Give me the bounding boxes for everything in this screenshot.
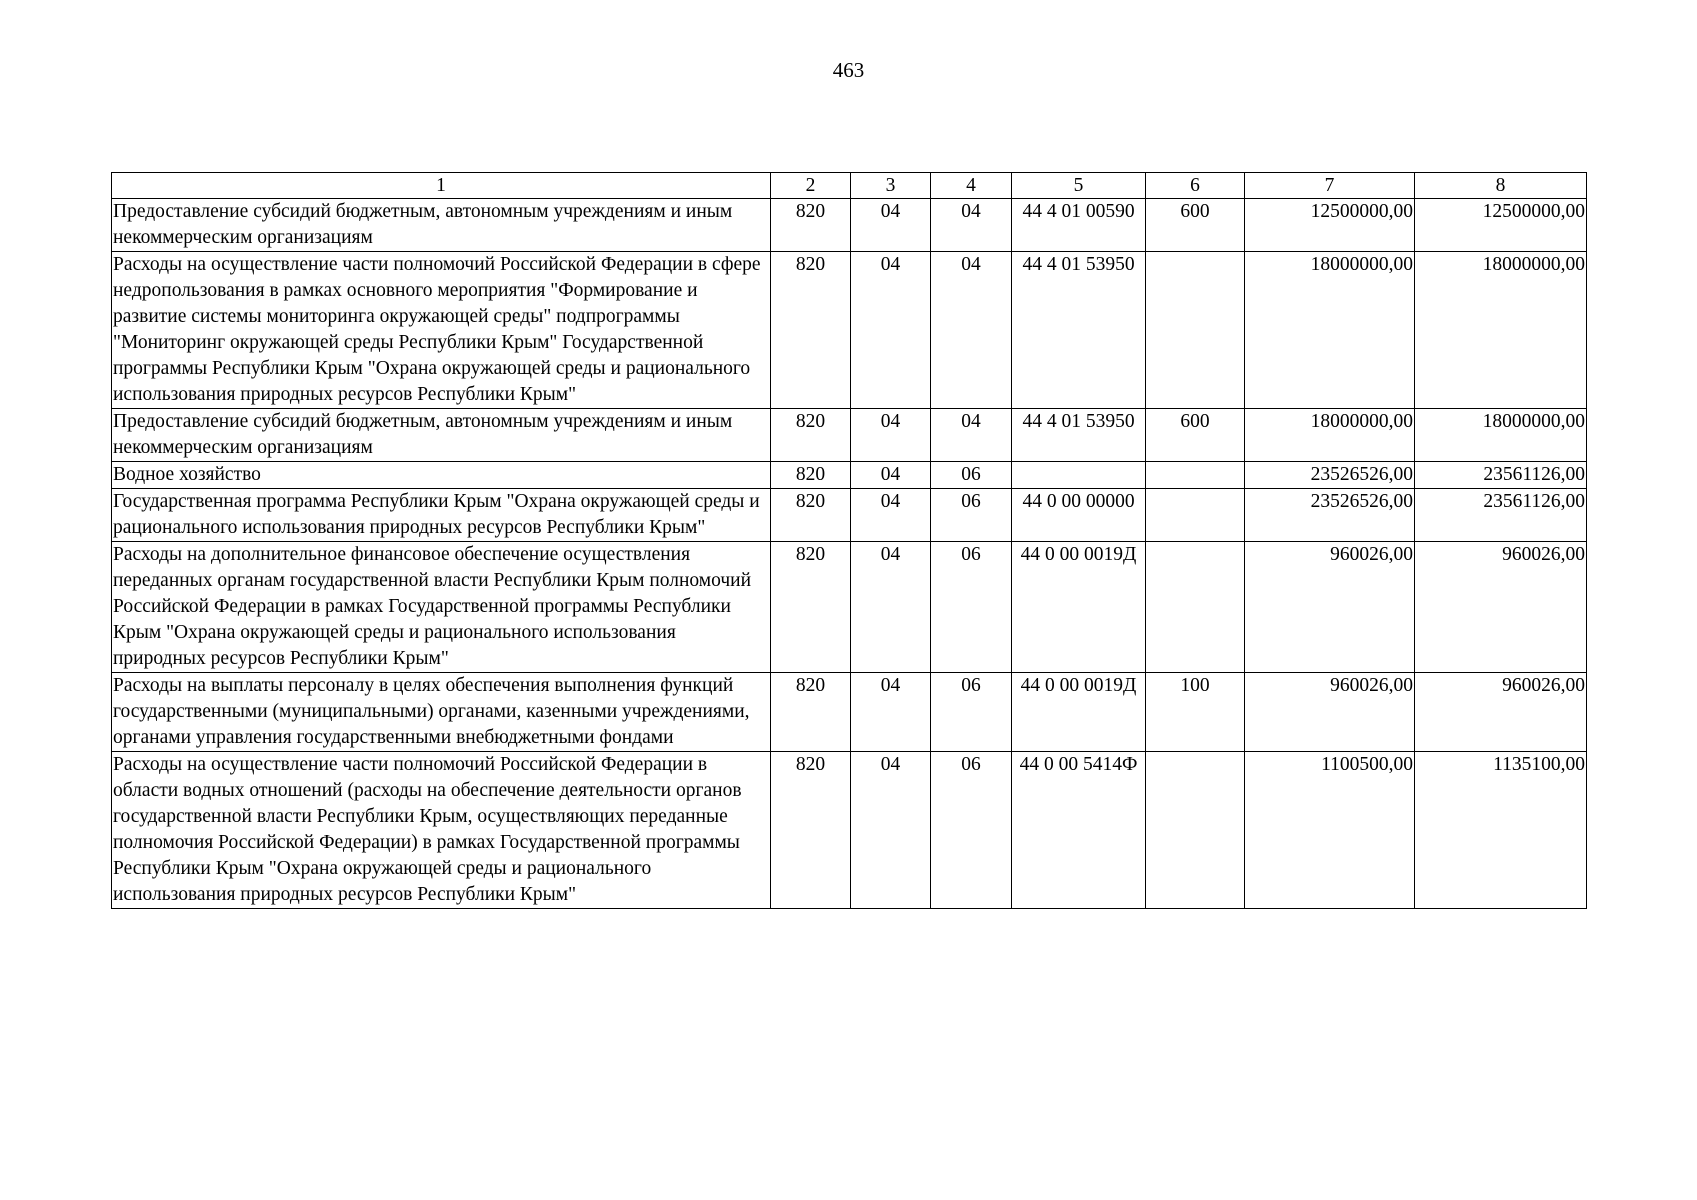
- expense-name: Предоставление субсидий бюджетным, автономным учреждениям и иным некоммерческим организациям: [112, 199, 771, 252]
- target-article-code: 44 0 00 5414Ф: [1012, 752, 1146, 909]
- amount-col8: 18000000,00: [1415, 252, 1587, 409]
- ministry-code: 820: [771, 673, 851, 752]
- section-code: 04: [851, 462, 931, 489]
- expense-type-code: [1146, 489, 1245, 542]
- ministry-code: 820: [771, 199, 851, 252]
- table-row: [112, 462, 1587, 489]
- table-row: [112, 542, 1587, 673]
- expense-type-code: [1146, 252, 1245, 409]
- target-article-code: 44 4 01 00590: [1012, 199, 1146, 252]
- amount-col7: 960026,00: [1245, 542, 1415, 673]
- subsection-code: 06: [931, 462, 1012, 489]
- table-row: [112, 409, 1587, 462]
- expense-type-code: 600: [1146, 409, 1245, 462]
- expense-name: Расходы на осуществление части полномочий Российской Федерации в области водных отношений (расходы на обеспечение деятельности органов государственной власти Республики Крым, осуществляющих переданные полномочия Российской Федерации) в рамках Государственной программы Республики Крым "Охрана окружающей среды и рационального использования природных ресурсов Республики Крым": [112, 752, 771, 909]
- section-code: 04: [851, 252, 931, 409]
- subsection-code: 06: [931, 489, 1012, 542]
- target-article-code: 44 0 00 0019Д: [1012, 673, 1146, 752]
- amount-col7: 23526526,00: [1245, 462, 1415, 489]
- table-row: [112, 752, 1587, 909]
- subsection-code: 04: [931, 252, 1012, 409]
- expense-name: Расходы на дополнительное финансовое обеспечение осуществления переданных органам государственной власти Республики Крым полномочий Российской Федерации в рамках Государственной программы Республики Крым "Охрана окружающей среды и рационального использования природных ресурсов Республики Крым": [112, 542, 771, 673]
- section-code: 04: [851, 489, 931, 542]
- column-header: 6: [1146, 173, 1245, 199]
- table-row: [112, 673, 1587, 752]
- subsection-code: 06: [931, 752, 1012, 909]
- amount-col7: 23526526,00: [1245, 489, 1415, 542]
- expense-type-code: 600: [1146, 199, 1245, 252]
- subsection-code: 04: [931, 199, 1012, 252]
- subsection-code: 06: [931, 673, 1012, 752]
- ministry-code: 820: [771, 489, 851, 542]
- expense-name: Предоставление субсидий бюджетным, автономным учреждениям и иным некоммерческим организациям: [112, 409, 771, 462]
- expense-type-code: [1146, 542, 1245, 673]
- target-article-code: [1012, 462, 1146, 489]
- section-code: 04: [851, 409, 931, 462]
- amount-col8: 23561126,00: [1415, 462, 1587, 489]
- amount-col7: 12500000,00: [1245, 199, 1415, 252]
- subsection-code: 06: [931, 542, 1012, 673]
- page-number: 463: [832, 58, 865, 82]
- target-article-code: 44 0 00 00000: [1012, 489, 1146, 542]
- amount-col7: 18000000,00: [1245, 252, 1415, 409]
- column-header: 2: [771, 173, 851, 199]
- header-row: [112, 173, 1587, 199]
- expense-name: Государственная программа Республики Крым "Охрана окружающей среды и рационального использования природных ресурсов Республики Крым": [112, 489, 771, 542]
- amount-col8: 960026,00: [1415, 673, 1587, 752]
- ministry-code: 820: [771, 752, 851, 909]
- table-row: [112, 489, 1587, 542]
- ministry-code: 820: [771, 252, 851, 409]
- column-header: 4: [931, 173, 1012, 199]
- table-row: [112, 199, 1587, 252]
- target-article-code: 44 4 01 53950: [1012, 252, 1146, 409]
- ministry-code: 820: [771, 542, 851, 673]
- amount-col7: 18000000,00: [1245, 409, 1415, 462]
- target-article-code: 44 4 01 53950: [1012, 409, 1146, 462]
- section-code: 04: [851, 673, 931, 752]
- column-header: 8: [1415, 173, 1587, 199]
- expense-name: Расходы на выплаты персоналу в целях обеспечения выполнения функций государственными (муниципальными) органами, казенными учреждениями, органами управления государственными внебюджетными фондами: [112, 673, 771, 752]
- amount-col8: 1135100,00: [1415, 752, 1587, 909]
- amount-col8: 12500000,00: [1415, 199, 1587, 252]
- amount-col7: 960026,00: [1245, 673, 1415, 752]
- column-header: 5: [1012, 173, 1146, 199]
- ministry-code: 820: [771, 409, 851, 462]
- ministry-code: 820: [771, 462, 851, 489]
- expense-name: Водное хозяйство: [112, 462, 771, 489]
- column-header: 7: [1245, 173, 1415, 199]
- amount-col8: 960026,00: [1415, 542, 1587, 673]
- subsection-code: 04: [931, 409, 1012, 462]
- section-code: 04: [851, 199, 931, 252]
- expense-type-code: 100: [1146, 673, 1245, 752]
- amount-col7: 1100500,00: [1245, 752, 1415, 909]
- amount-col8: 23561126,00: [1415, 489, 1587, 542]
- target-article-code: 44 0 00 0019Д: [1012, 542, 1146, 673]
- expense-name: Расходы на осуществление части полномочий Российской Федерации в сфере недропользования в рамках основного мероприятия "Формирование и развитие системы мониторинга окружающей среды" подпрограммы "Мониторинг окружающей среды Республики Крым" Государственной программы Республики Крым "Охрана окружающей среды и рационального использования природных ресурсов Республики Крым": [112, 252, 771, 409]
- table-row: [112, 252, 1587, 409]
- amount-col8: 18000000,00: [1415, 409, 1587, 462]
- section-code: 04: [851, 752, 931, 909]
- expense-type-code: [1146, 752, 1245, 909]
- expense-type-code: [1146, 462, 1245, 489]
- column-header: 3: [851, 173, 931, 199]
- section-code: 04: [851, 542, 931, 673]
- budget-table: [111, 172, 1587, 909]
- column-header: 1: [112, 173, 771, 199]
